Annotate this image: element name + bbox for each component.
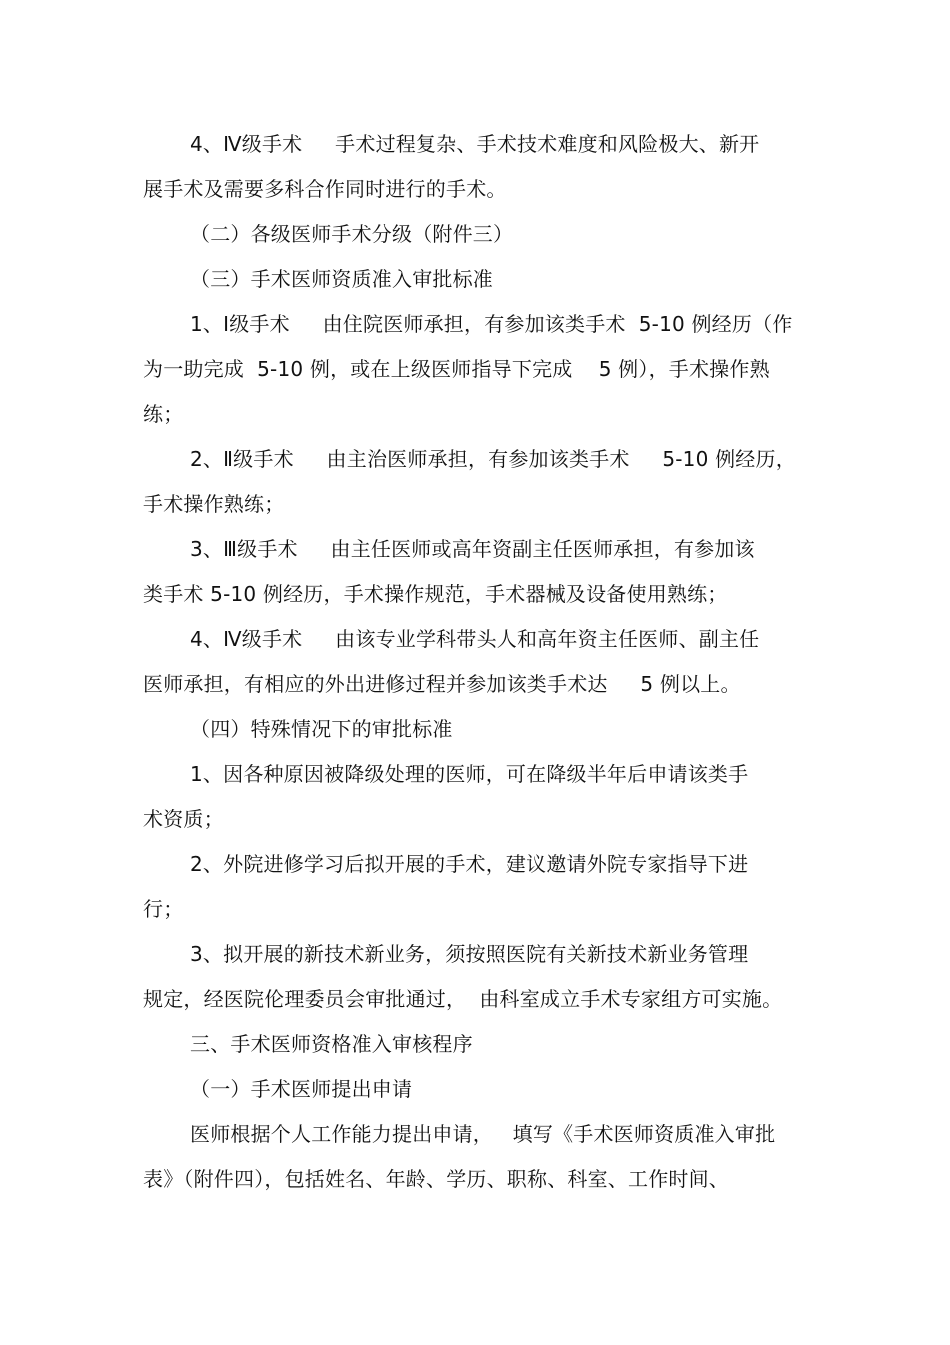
section-heading-review-procedure: 三、手术医师资格准入审核程序 — [190, 1032, 473, 1056]
text-line-level3-standard: 3、Ⅲ级手术 由主任医师或高年资副主任医师承担，有参加该 — [190, 537, 755, 561]
text-line-level1-standard: 1、Ⅰ级手术 由住院医师承担，有参加该类手术 5-10 例经历（作 — [190, 312, 793, 336]
section-heading-physician-grading: （二）各级医师手术分级（附件三） — [190, 222, 514, 246]
text-line-level4-surgery-definition: 4、Ⅳ级手术 手术过程复杂、手术技术难度和风险极大、新开 — [190, 132, 760, 156]
section-heading-approval-standards: （三）手术医师资质准入审批标准 — [190, 267, 493, 291]
section-heading-special-cases: （四）特殊情况下的审批标准 — [190, 717, 453, 741]
text-line-level3-standard-cont: 类手术 5-10 例经历，手术操作规范，手术器械及设备使用熟练； — [143, 582, 728, 606]
text-line-special-case-1-cont: 术资质； — [143, 807, 224, 831]
text-line-level4-standard-cont: 医师承担，有相应的外出进修过程并参加该类手术达 5 例以上。 — [143, 672, 741, 696]
text-line-special-case-2-cont: 行； — [143, 897, 184, 921]
text-line-application-instructions: 医师根据个人工作能力提出申请， 填写《手术医师资质准入审批 — [190, 1122, 776, 1146]
text-line-level1-standard-end: 练； — [143, 402, 184, 426]
text-line-level4-surgery-definition-cont: 展手术及需要多科合作同时进行的手术。 — [143, 177, 507, 201]
text-line-application-instructions-cont: 表》（附件四），包括姓名、年龄、学历、职称、科室、工作时间、 — [143, 1167, 729, 1191]
text-line-level4-standard: 4、Ⅳ级手术 由该专业学科带头人和高年资主任医师、副主任 — [190, 627, 760, 651]
text-line-level2-standard-cont: 手术操作熟练； — [143, 492, 285, 516]
text-line-level2-standard: 2、Ⅱ级手术 由主治医师承担，有参加该类手术 5-10 例经历， — [190, 447, 796, 471]
text-line-special-case-2: 2、外院进修学习后拟开展的手术，建议邀请外院专家指导下进 — [190, 852, 749, 876]
text-line-special-case-3-cont: 规定，经医院伦理委员会审批通过， 由科室成立手术专家组方可实施。 — [143, 987, 783, 1011]
text-line-special-case-1: 1、因各种原因被降级处理的医师，可在降级半年后申请该类手 — [190, 762, 749, 786]
subsection-heading-submit-application: （一）手术医师提出申请 — [190, 1077, 413, 1101]
text-line-level1-standard-cont: 为一助完成 5-10 例，或在上级医师指导下完成 5 例），手术操作熟 — [143, 357, 770, 381]
text-line-special-case-3: 3、拟开展的新技术新业务，须按照医院有关新技术新业务管理 — [190, 942, 749, 966]
